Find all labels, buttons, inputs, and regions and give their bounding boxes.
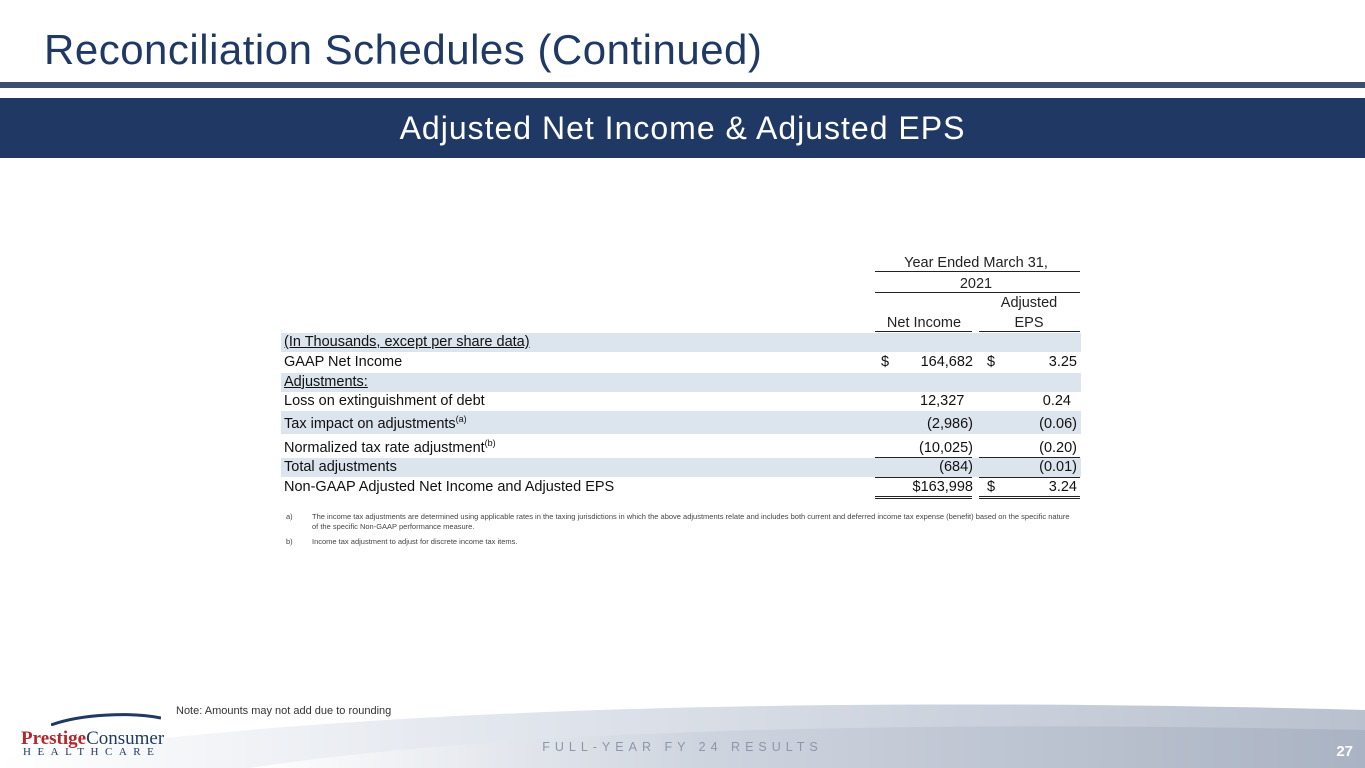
section-banner	[0, 98, 1365, 158]
eps-value: (0.20)	[1039, 440, 1077, 456]
table-row	[281, 411, 1081, 434]
eps-value: (0.06)	[1039, 416, 1077, 432]
col1-header: Net Income	[886, 315, 962, 331]
header-period: Year Ended March 31,	[904, 255, 1048, 271]
dollar-sign: $	[987, 479, 996, 495]
footer-swoosh	[0, 690, 1365, 768]
net-income-value: 12,327	[920, 393, 965, 409]
logo-word-consumer: Consumer	[86, 728, 165, 749]
footer-label: FULL-YEAR FY 24 RESULTS	[542, 740, 823, 754]
double-underline	[875, 498, 972, 499]
double-underline	[979, 498, 1080, 499]
table-row	[281, 373, 1081, 392]
eps-value: 0.24	[1042, 393, 1071, 409]
company-logo	[21, 712, 171, 762]
row-label-text: Tax impact on adjustments	[284, 416, 456, 432]
row-label: Total adjustments	[284, 459, 397, 475]
table-row	[281, 333, 1081, 352]
footnote-ref: (a)	[455, 414, 467, 425]
dollar-sign: $	[987, 354, 996, 370]
header-year: 2021	[959, 276, 993, 292]
logo-word-prestige: Prestige	[21, 728, 87, 749]
eps-value: 3.25	[1048, 354, 1077, 370]
row-label: (In Thousands, except per share data)	[284, 334, 530, 350]
row-label-text: Normalized tax rate adjustment	[284, 440, 485, 456]
row-label: Loss on extinguishment of debt	[284, 393, 485, 409]
footnote-text: The income tax adjustments are determined using applicable rates in the taxing jurisdictions in which the above adjustments relate and includes both current and deferred income tax expense (benefit) based on the specific nature of the specific Non-GAAP performance measure.	[312, 512, 1070, 531]
net-income-value: $163,998	[912, 479, 973, 495]
net-income-value: (10,025)	[918, 440, 973, 456]
footnote-key: a)	[286, 512, 293, 521]
slide-title: Reconciliation Schedules (Continued)	[44, 26, 763, 73]
double-underline	[979, 496, 1080, 497]
net-income-value: 164,682	[920, 354, 973, 370]
row-label: Non-GAAP Adjusted Net Income and Adjusted EPS	[284, 479, 615, 495]
row-label: Adjustments:	[284, 374, 368, 390]
banner-text: Adjusted Net Income & Adjusted EPS	[399, 110, 966, 146]
double-underline	[875, 496, 972, 497]
dollar-sign: $	[881, 354, 890, 370]
logo-healthcare: HEALTHCARE	[23, 746, 161, 758]
net-income-value: (684)	[939, 459, 973, 475]
table-row	[281, 353, 1081, 372]
footnote-text: Income tax adjustment to adjust for discrete income tax items.	[312, 537, 518, 546]
row-label: GAAP Net Income	[284, 354, 403, 370]
footnote-ref: (b)	[484, 438, 496, 449]
eps-value: (0.01)	[1039, 459, 1077, 475]
page-number: 27	[1336, 743, 1353, 760]
table-row	[281, 478, 1081, 497]
header-underline	[875, 271, 1080, 272]
col2-header-line2: EPS	[1014, 315, 1044, 331]
title-rule	[0, 82, 1365, 88]
col2-header-underline	[979, 331, 1080, 332]
footnote-key: b)	[286, 537, 293, 546]
col1-header-underline	[875, 331, 972, 332]
col2-header-line1: Adjusted	[1000, 295, 1058, 311]
row-label	[284, 411, 467, 437]
eps-value: 3.24	[1048, 479, 1077, 495]
rounding-note: Note: Amounts may not add due to rounding	[176, 705, 392, 717]
year-underline	[875, 292, 1080, 293]
table-row	[281, 458, 1081, 477]
logo-arc-icon	[51, 712, 161, 726]
table-row	[281, 392, 1081, 411]
table-row	[281, 435, 1081, 458]
net-income-value: (2,986)	[927, 416, 973, 432]
